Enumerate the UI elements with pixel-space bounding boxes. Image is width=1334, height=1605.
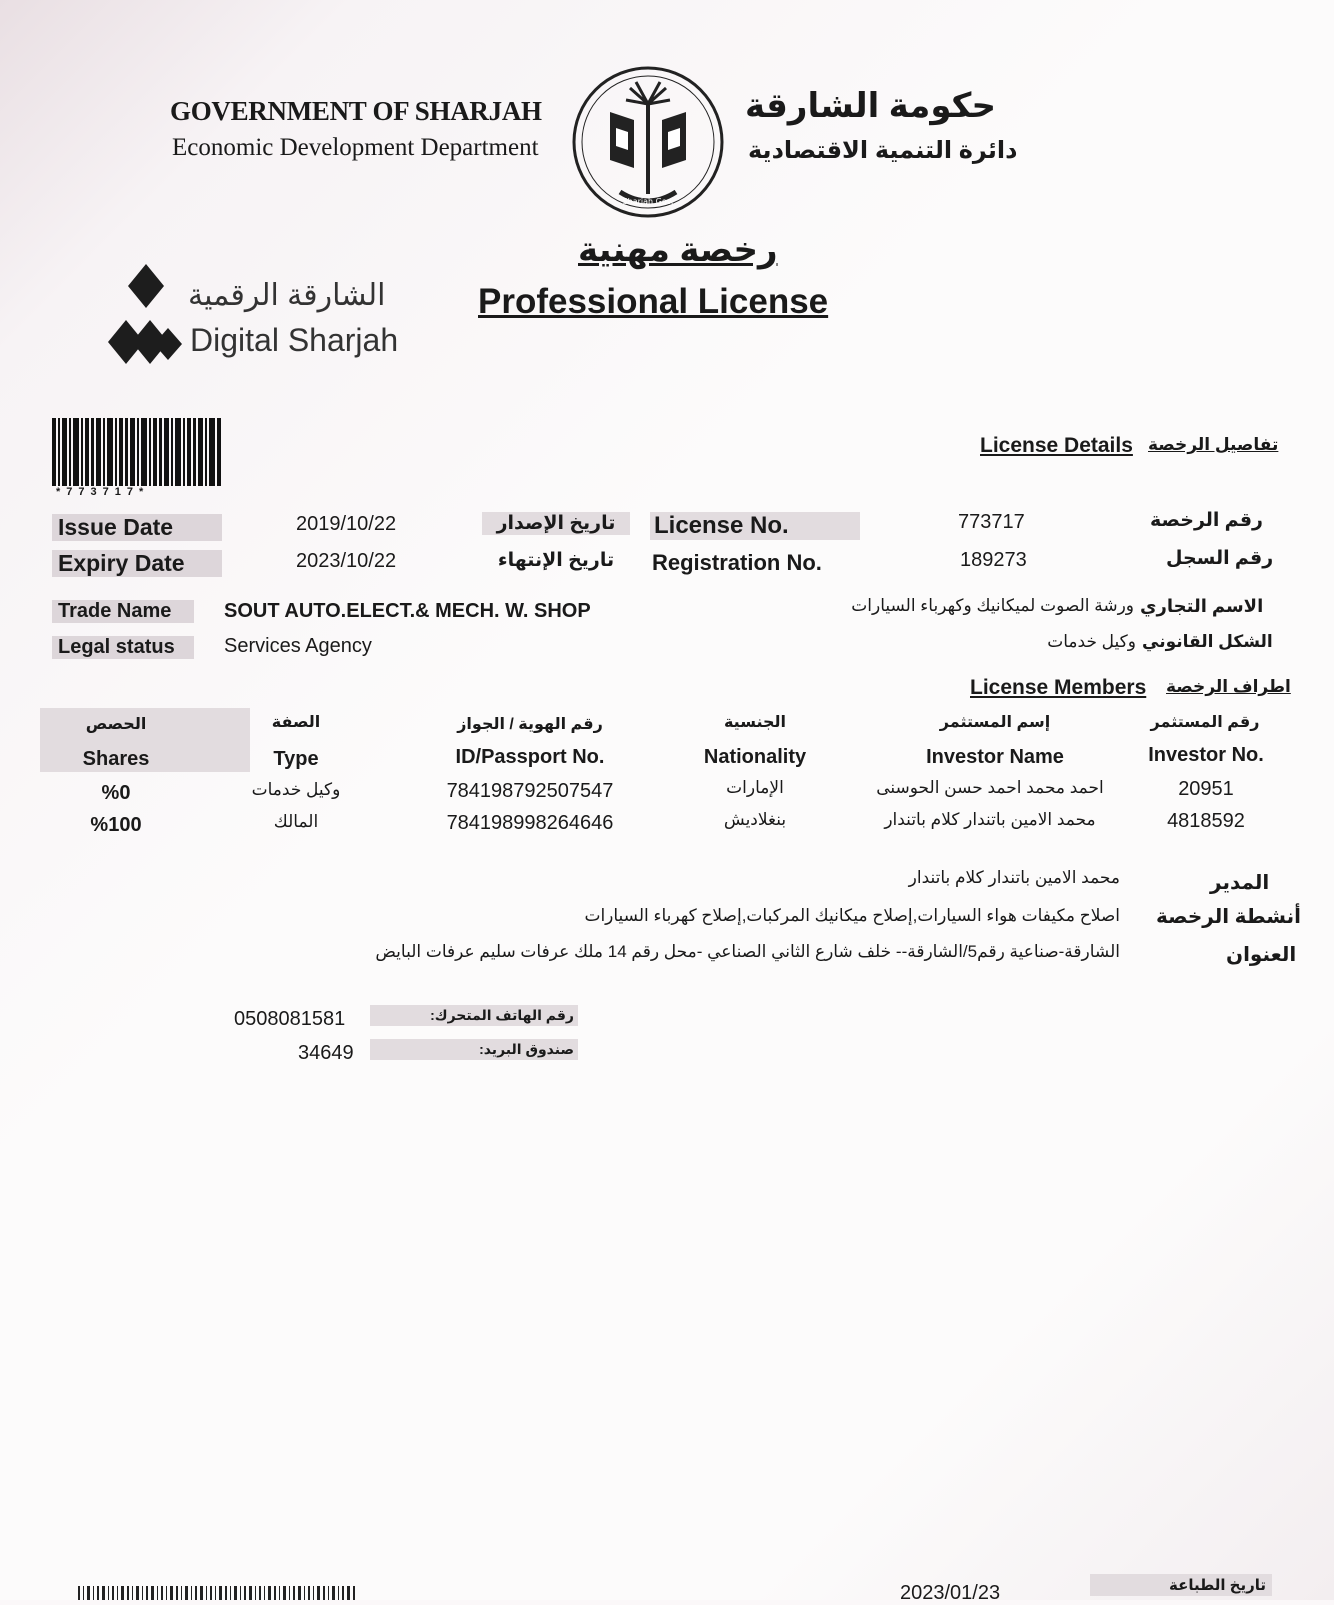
license-title-en: Professional License — [478, 282, 829, 321]
license-title-ar: رخصة مهنية — [578, 231, 778, 269]
row1-id: 784198792507547 — [446, 780, 614, 802]
row2-id: 784198998264646 — [446, 812, 614, 834]
row2-shares: %100 — [90, 814, 142, 836]
gov-name-en: GOVERNMENT OF SHARJAH — [170, 96, 542, 126]
digital-sharjah-logo-icon — [106, 264, 186, 374]
license-details-heading-en: License Details — [980, 434, 1133, 457]
po-box-label-ar: صندوق البريد: — [370, 1039, 578, 1060]
address-value: الشارقة-صناعية رقم5/الشارقة-- خلف شارع الثاني الصناعي -محل رقم 14 ملك عرفات سليم عرفات البايض — [375, 942, 1120, 961]
activities-label-ar: أنشطة الرخصة — [1156, 906, 1301, 928]
registration-no-label-ar: رقم السجل — [1166, 548, 1274, 569]
emblem-caption: Sharjah Gov. — [622, 197, 674, 206]
license-barcode — [52, 418, 222, 486]
expiry-date-label-ar: تاريخ الإنتهاء — [497, 550, 615, 571]
th-type-ar: الصفة — [271, 714, 321, 731]
po-box-value: 34649 — [298, 1042, 354, 1064]
th-shares-ar: الحصص — [85, 716, 147, 733]
expiry-date-value: 2023/10/22 — [296, 550, 397, 572]
footer-barcode — [78, 1586, 358, 1600]
manager-label-ar: المدير — [1210, 872, 1270, 894]
row2-nationality: بنغلاديش — [723, 810, 787, 829]
legal-status-value: Services Agency — [224, 635, 372, 657]
legal-status-label: Legal status — [52, 636, 194, 659]
barcode-number: *773717* — [56, 486, 150, 498]
row2-investor-name: محمد الامين باتندار كلام باتندار — [884, 810, 1096, 829]
issue-date-label-ar: تاريخ الإصدار — [482, 512, 630, 535]
license-no-value: 773717 — [958, 511, 1025, 533]
th-nationality-ar: الجنسية — [723, 714, 787, 731]
row2-type: المالك — [273, 812, 319, 831]
mobile-label-ar: رقم الهاتف المتحرك: — [370, 1005, 578, 1026]
row1-investor-no: 20951 — [1178, 778, 1234, 800]
registration-no-value: 189273 — [960, 549, 1027, 571]
th-nationality: Nationality — [703, 746, 807, 768]
trade-name-label: Trade Name — [52, 600, 194, 623]
digital-sharjah-ar: الشارقة الرقمية — [188, 279, 386, 312]
legal-status-label-ar: الشكل القانوني — [1142, 632, 1273, 651]
mobile-value: 0508081581 — [234, 1008, 346, 1030]
registration-no-label: Registration No. — [652, 550, 822, 575]
department-name-en: Economic Development Department — [172, 134, 539, 161]
trade-name-value: SOUT AUTO.ELECT.& MECH. W. SHOP — [224, 600, 591, 622]
department-name-ar: دائرة التنمية الاقتصادية — [748, 137, 1018, 164]
row1-type: وكيل خدمات — [251, 780, 341, 799]
th-investor-no: Investor No. — [1148, 744, 1264, 766]
license-members-heading-en: License Members — [970, 676, 1147, 699]
legal-status-value-ar: وكيل خدمات — [1047, 632, 1136, 651]
row1-shares: %0 — [101, 782, 131, 804]
digital-sharjah-en: Digital Sharjah — [190, 322, 399, 358]
th-id-ar: رقم الهوية / الجواز — [457, 716, 603, 733]
row1-investor-name: احمد محمد احمد حسن الحوسنى — [876, 778, 1104, 797]
license-no-label: License No. — [650, 512, 860, 540]
trade-name-value-ar: ورشة الصوت لميكانيك وكهرباء السيارات — [851, 596, 1134, 615]
manager-value: محمد الامين باتندار كلام باتندار — [908, 868, 1120, 887]
th-id: ID/Passport No. — [455, 746, 605, 768]
row1-nationality: الإمارات — [726, 778, 784, 797]
print-date-label-ar: تاريخ الطباعة — [1090, 1574, 1272, 1596]
issue-date-value: 2019/10/22 — [296, 513, 397, 535]
trade-name-label-ar: الاسم التجاري — [1140, 596, 1264, 616]
th-investor-name-ar: إسم المستثمر — [939, 714, 1051, 731]
activities-value: اصلاح مكيفات هواء السيارات,إصلاح ميكانيك المركبات,إصلاح كهرباء السيارات — [584, 906, 1120, 925]
license-details-heading-ar: تفاصيل الرخصة — [1148, 435, 1279, 454]
issue-date-label: Issue Date — [52, 514, 222, 541]
row2-investor-no: 4818592 — [1167, 810, 1245, 832]
sharjah-emblem-icon — [570, 64, 726, 220]
expiry-date-label: Expiry Date — [52, 550, 222, 577]
gov-name-ar: حكومة الشارقة — [745, 87, 996, 125]
th-investor-no-ar: رقم المستثمر — [1150, 714, 1260, 731]
print-date-value: 2023/01/23 — [900, 1582, 1001, 1604]
address-label-ar: العنوان — [1226, 944, 1297, 966]
license-no-label-ar: رقم الرخصة — [1150, 510, 1263, 531]
license-members-heading-ar: اطراف الرخصة — [1166, 677, 1291, 696]
th-shares: Shares — [82, 748, 150, 770]
th-type: Type — [273, 748, 319, 770]
th-investor-name: Investor Name — [926, 746, 1064, 768]
